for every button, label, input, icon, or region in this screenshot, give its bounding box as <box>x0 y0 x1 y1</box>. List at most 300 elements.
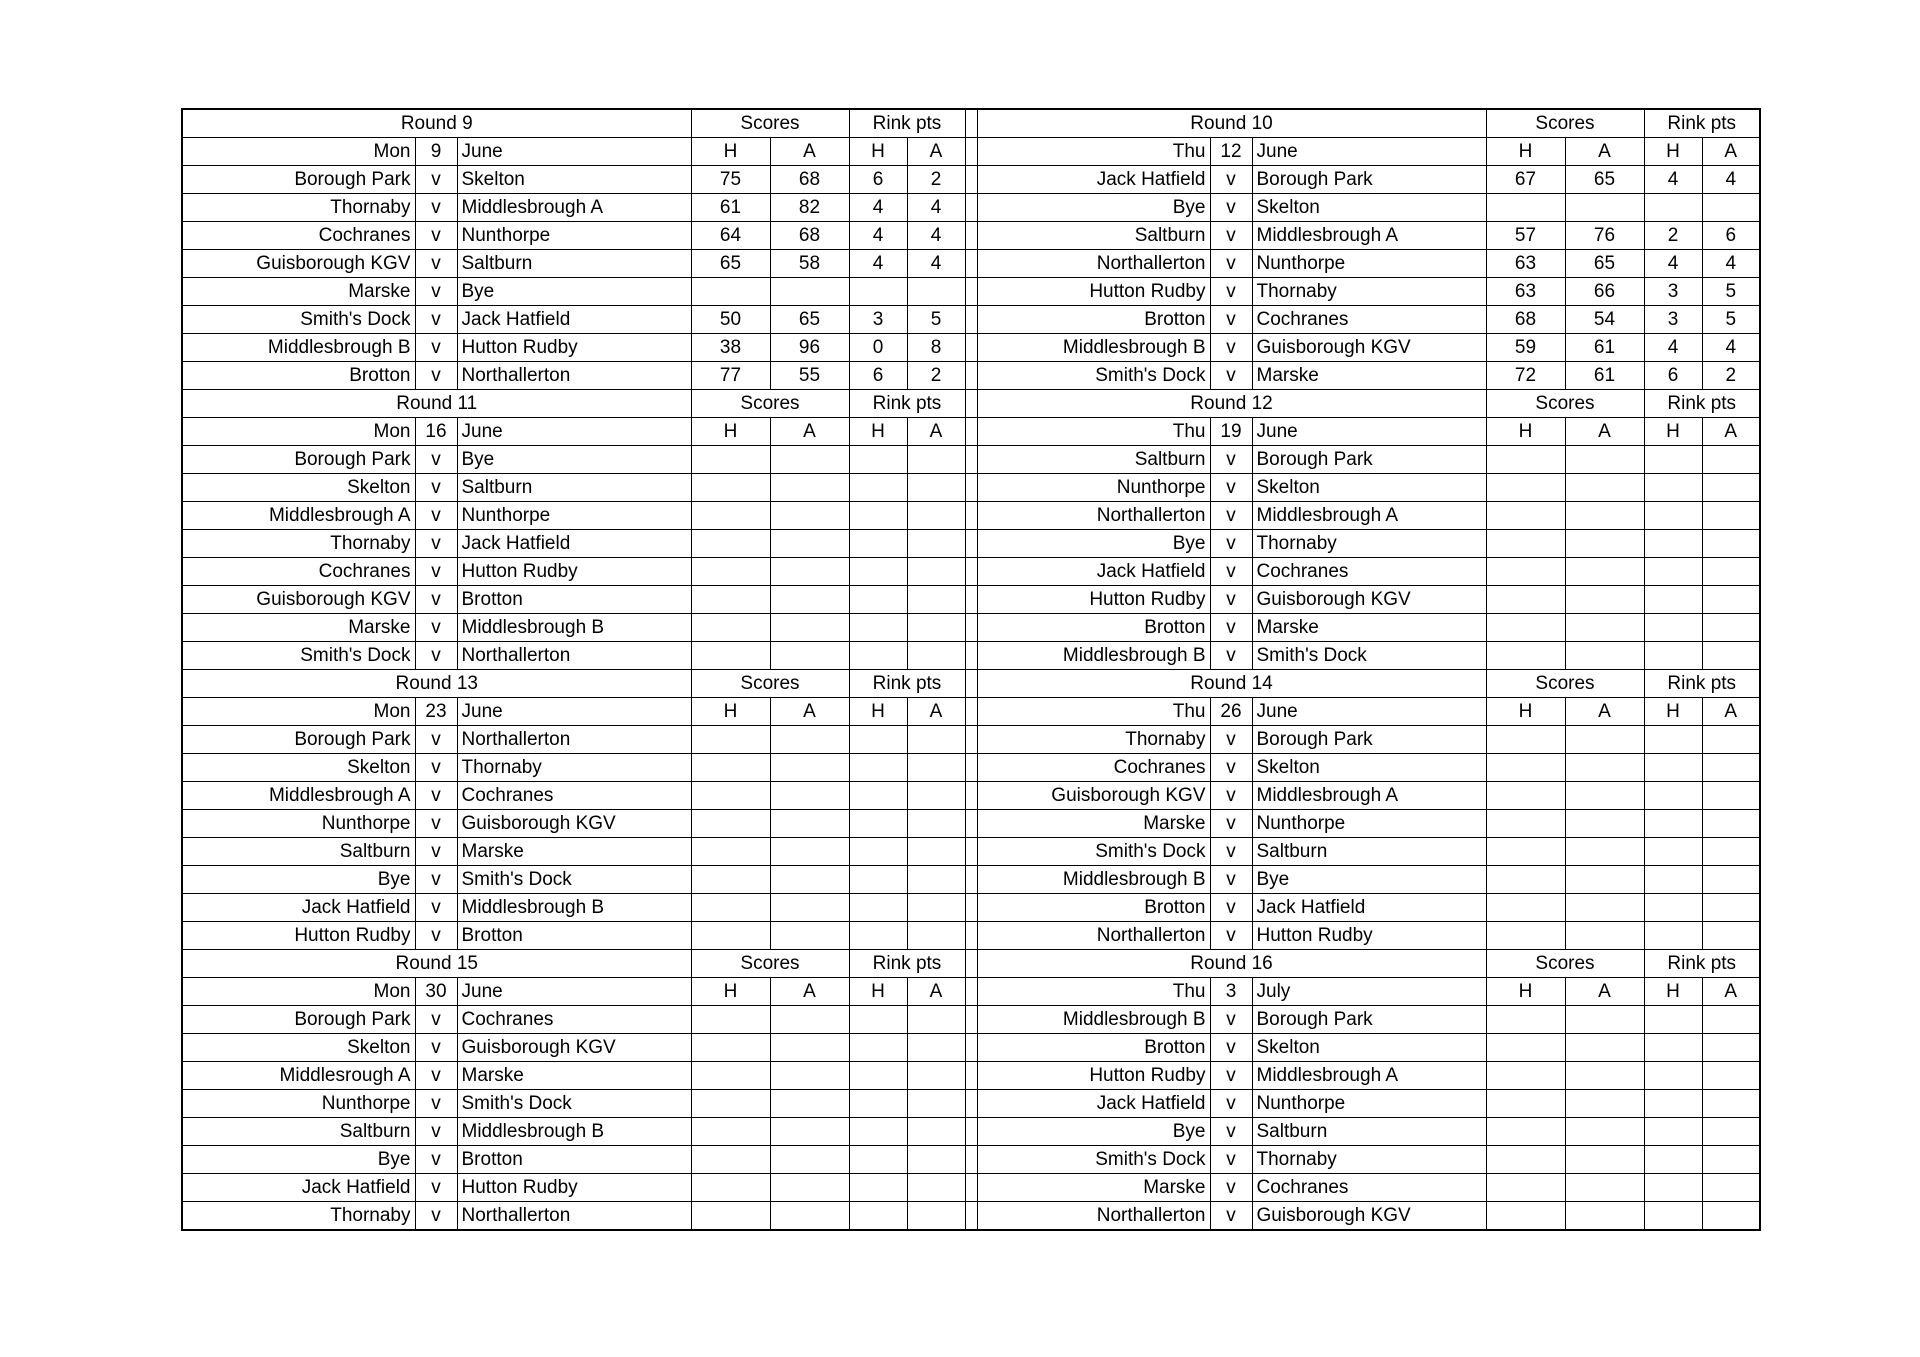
away-rink-pts <box>1702 782 1760 810</box>
home-score <box>691 614 770 642</box>
away-rink-pts: 4 <box>907 250 965 278</box>
away-team: Saltburn <box>457 474 691 502</box>
away-score: 65 <box>1565 166 1644 194</box>
home-score <box>1486 474 1565 502</box>
home-team: Skelton <box>182 474 415 502</box>
home-rink-pts <box>849 614 907 642</box>
table-row <box>182 278 1760 306</box>
away-score <box>770 642 849 670</box>
home-score <box>1486 1174 1565 1202</box>
away-team: Guisborough KGV <box>457 810 691 838</box>
home-team: Northallerton <box>977 1202 1210 1231</box>
home-score <box>1486 1006 1565 1034</box>
round-month: June <box>1252 698 1486 726</box>
away-rink-pts: 5 <box>907 306 965 334</box>
column-separator <box>965 586 977 614</box>
away-rink-pts <box>1702 1146 1760 1174</box>
home-score: 64 <box>691 222 770 250</box>
column-separator <box>965 894 977 922</box>
away-rink-pts <box>907 1118 965 1146</box>
scores-away-label: A <box>770 138 849 166</box>
away-score: 61 <box>1565 334 1644 362</box>
away-team: Saltburn <box>457 250 691 278</box>
rink-home-label: H <box>1644 418 1702 446</box>
table-row <box>182 530 1760 558</box>
versus-label: v <box>1210 530 1252 558</box>
table-row <box>182 614 1760 642</box>
home-rink-pts: 3 <box>849 306 907 334</box>
away-rink-pts <box>907 754 965 782</box>
rink-pts-header: Rink pts <box>1644 109 1760 138</box>
home-team: Smith's Dock <box>977 838 1210 866</box>
home-team: Cochranes <box>182 558 415 586</box>
home-rink-pts <box>849 446 907 474</box>
away-rink-pts <box>1702 474 1760 502</box>
home-score <box>691 530 770 558</box>
home-rink-pts <box>1644 726 1702 754</box>
away-team: Northallerton <box>457 362 691 390</box>
home-team: Nunthorpe <box>977 474 1210 502</box>
away-score <box>770 502 849 530</box>
versus-label: v <box>1210 278 1252 306</box>
away-team: Skelton <box>457 166 691 194</box>
home-team: Brotton <box>182 362 415 390</box>
away-score <box>1565 810 1644 838</box>
away-rink-pts <box>1702 194 1760 222</box>
home-score: 59 <box>1486 334 1565 362</box>
home-score: 77 <box>691 362 770 390</box>
home-team: Borough Park <box>182 726 415 754</box>
round-day: Mon <box>182 698 415 726</box>
versus-label: v <box>1210 614 1252 642</box>
away-score <box>1565 1174 1644 1202</box>
home-rink-pts: 0 <box>849 334 907 362</box>
away-team: Guisborough KGV <box>1252 1202 1486 1231</box>
versus-label: v <box>1210 1090 1252 1118</box>
home-team: Brotton <box>977 306 1210 334</box>
column-separator <box>965 614 977 642</box>
column-separator <box>965 530 977 558</box>
home-team: Cochranes <box>182 222 415 250</box>
home-rink-pts: 6 <box>849 362 907 390</box>
home-team: Thornaby <box>182 1202 415 1231</box>
round-header-row <box>182 670 1760 698</box>
column-separator <box>965 698 977 726</box>
round-month: June <box>457 698 691 726</box>
away-score <box>1565 838 1644 866</box>
table-row <box>182 726 1760 754</box>
rink-away-label: A <box>1702 698 1760 726</box>
away-rink-pts: 4 <box>907 222 965 250</box>
rink-home-label: H <box>849 978 907 1006</box>
versus-label: v <box>1210 810 1252 838</box>
away-score: 58 <box>770 250 849 278</box>
table-row <box>182 782 1760 810</box>
away-team: Hutton Rudby <box>1252 922 1486 950</box>
home-score <box>691 586 770 614</box>
away-rink-pts <box>907 922 965 950</box>
away-rink-pts <box>1702 1034 1760 1062</box>
home-team: Bye <box>977 530 1210 558</box>
rink-away-label: A <box>907 138 965 166</box>
home-rink-pts <box>849 810 907 838</box>
column-separator <box>965 810 977 838</box>
away-rink-pts <box>1702 530 1760 558</box>
home-rink-pts <box>1644 502 1702 530</box>
home-score <box>691 278 770 306</box>
away-score <box>770 530 849 558</box>
home-rink-pts <box>1644 866 1702 894</box>
versus-label: v <box>1210 1034 1252 1062</box>
rink-pts-header: Rink pts <box>1644 950 1760 978</box>
round-month: June <box>457 418 691 446</box>
home-score <box>691 1090 770 1118</box>
round-month: June <box>1252 138 1486 166</box>
rink-away-label: A <box>907 698 965 726</box>
home-team: Brotton <box>977 1034 1210 1062</box>
column-separator <box>965 1090 977 1118</box>
home-rink-pts <box>849 782 907 810</box>
away-team: Jack Hatfield <box>457 306 691 334</box>
versus-label: v <box>415 250 457 278</box>
away-score <box>1565 502 1644 530</box>
table-row <box>182 922 1760 950</box>
away-rink-pts <box>1702 614 1760 642</box>
home-team: Bye <box>182 866 415 894</box>
home-team: Cochranes <box>977 754 1210 782</box>
away-team: Guisborough KGV <box>457 1034 691 1062</box>
away-rink-pts <box>1702 726 1760 754</box>
round-header-row <box>182 109 1760 138</box>
home-team: Smith's Dock <box>977 362 1210 390</box>
column-separator <box>965 109 977 138</box>
away-rink-pts: 4 <box>1702 166 1760 194</box>
away-team: Bye <box>457 278 691 306</box>
round-date: 23 <box>415 698 457 726</box>
home-score <box>691 866 770 894</box>
home-score: 61 <box>691 194 770 222</box>
versus-label: v <box>415 222 457 250</box>
home-team: Middlesbrough A <box>182 502 415 530</box>
home-rink-pts <box>849 866 907 894</box>
home-score <box>1486 1034 1565 1062</box>
away-team: Middlesbrough B <box>457 1118 691 1146</box>
away-rink-pts <box>907 586 965 614</box>
home-score <box>1486 1090 1565 1118</box>
home-team: Bye <box>182 1146 415 1174</box>
home-rink-pts <box>1644 1202 1702 1231</box>
home-score <box>1486 866 1565 894</box>
scores-away-label: A <box>770 698 849 726</box>
table-row <box>182 1118 1760 1146</box>
away-score <box>1565 642 1644 670</box>
home-team: Borough Park <box>182 1006 415 1034</box>
rink-away-label: A <box>907 978 965 1006</box>
round-date: 26 <box>1210 698 1252 726</box>
away-rink-pts <box>907 558 965 586</box>
home-score <box>1486 726 1565 754</box>
column-separator <box>965 362 977 390</box>
home-rink-pts <box>849 1174 907 1202</box>
column-separator <box>965 138 977 166</box>
column-separator <box>965 250 977 278</box>
home-rink-pts <box>849 558 907 586</box>
versus-label: v <box>415 474 457 502</box>
versus-label: v <box>1210 838 1252 866</box>
away-score <box>770 474 849 502</box>
away-rink-pts <box>1702 1174 1760 1202</box>
away-score <box>770 1006 849 1034</box>
column-separator <box>965 306 977 334</box>
home-rink-pts <box>849 1146 907 1174</box>
column-separator <box>965 222 977 250</box>
versus-label: v <box>1210 194 1252 222</box>
fixtures-table <box>181 108 1761 1231</box>
versus-label: v <box>415 558 457 586</box>
home-team: Nunthorpe <box>182 1090 415 1118</box>
home-score <box>1486 754 1565 782</box>
round-header-row <box>182 390 1760 418</box>
away-team: Smith's Dock <box>457 866 691 894</box>
away-score <box>1565 530 1644 558</box>
home-score <box>1486 894 1565 922</box>
home-rink-pts <box>849 1034 907 1062</box>
home-score <box>1486 1202 1565 1231</box>
versus-label: v <box>415 614 457 642</box>
versus-label: v <box>1210 1006 1252 1034</box>
away-rink-pts <box>907 866 965 894</box>
home-score: 38 <box>691 334 770 362</box>
scores-header: Scores <box>1486 670 1644 698</box>
home-rink-pts <box>1644 1006 1702 1034</box>
home-team: Marske <box>977 1174 1210 1202</box>
versus-label: v <box>415 838 457 866</box>
home-rink-pts <box>1644 586 1702 614</box>
rink-pts-header: Rink pts <box>849 390 965 418</box>
table-row <box>182 474 1760 502</box>
round-date: 9 <box>415 138 457 166</box>
home-score <box>1486 194 1565 222</box>
home-team: Marske <box>977 810 1210 838</box>
away-score <box>1565 474 1644 502</box>
versus-label: v <box>415 278 457 306</box>
away-rink-pts <box>1702 1062 1760 1090</box>
versus-label: v <box>415 502 457 530</box>
table-row <box>182 502 1760 530</box>
home-rink-pts: 3 <box>1644 278 1702 306</box>
away-rink-pts <box>907 1146 965 1174</box>
table-row <box>182 194 1760 222</box>
home-team: Jack Hatfield <box>977 166 1210 194</box>
versus-label: v <box>415 194 457 222</box>
away-rink-pts <box>907 1006 965 1034</box>
home-score <box>691 446 770 474</box>
table-row <box>182 222 1760 250</box>
round-month: June <box>1252 418 1486 446</box>
home-score <box>691 810 770 838</box>
scores-away-label: A <box>1565 418 1644 446</box>
away-team: Cochranes <box>1252 306 1486 334</box>
home-team: Bye <box>977 194 1210 222</box>
home-rink-pts <box>1644 614 1702 642</box>
table-row <box>182 166 1760 194</box>
home-team: Saltburn <box>977 446 1210 474</box>
away-rink-pts <box>1702 1202 1760 1231</box>
table-row <box>182 810 1760 838</box>
home-rink-pts <box>1644 782 1702 810</box>
away-team: Borough Park <box>1252 726 1486 754</box>
home-team: Middlesrough A <box>182 1062 415 1090</box>
home-rink-pts <box>1644 894 1702 922</box>
column-separator <box>965 670 977 698</box>
home-rink-pts <box>849 1006 907 1034</box>
away-rink-pts <box>1702 586 1760 614</box>
rink-away-label: A <box>907 418 965 446</box>
table-row <box>182 362 1760 390</box>
away-score: 96 <box>770 334 849 362</box>
away-score <box>770 1062 849 1090</box>
away-team: Marske <box>457 1062 691 1090</box>
away-team: Guisborough KGV <box>1252 334 1486 362</box>
home-score: 67 <box>1486 166 1565 194</box>
away-score: 76 <box>1565 222 1644 250</box>
column-separator <box>965 502 977 530</box>
round-day: Thu <box>977 978 1210 1006</box>
versus-label: v <box>415 726 457 754</box>
away-score <box>770 558 849 586</box>
table-row <box>182 894 1760 922</box>
home-team: Marske <box>182 278 415 306</box>
away-score <box>1565 194 1644 222</box>
table-row <box>182 1034 1760 1062</box>
column-separator <box>965 334 977 362</box>
away-team: Middlesbrough A <box>1252 782 1486 810</box>
away-team: Marske <box>1252 614 1486 642</box>
away-score <box>770 1202 849 1231</box>
versus-label: v <box>1210 306 1252 334</box>
round-date: 16 <box>415 418 457 446</box>
home-rink-pts <box>1644 754 1702 782</box>
rink-pts-header: Rink pts <box>849 109 965 138</box>
home-score <box>691 1006 770 1034</box>
home-rink-pts <box>849 278 907 306</box>
home-score <box>691 782 770 810</box>
round-date-row <box>182 138 1760 166</box>
home-team: Jack Hatfield <box>977 558 1210 586</box>
away-score <box>770 782 849 810</box>
away-team: Skelton <box>1252 1034 1486 1062</box>
round-title: Round 16 <box>977 950 1486 978</box>
scores-away-label: A <box>770 418 849 446</box>
versus-label: v <box>415 1090 457 1118</box>
scores-home-label: H <box>1486 138 1565 166</box>
away-team: Marske <box>457 838 691 866</box>
rink-away-label: A <box>1702 978 1760 1006</box>
away-team: Smith's Dock <box>1252 642 1486 670</box>
column-separator <box>965 726 977 754</box>
round-date-row <box>182 418 1760 446</box>
versus-label: v <box>415 334 457 362</box>
away-team: Nunthorpe <box>1252 810 1486 838</box>
away-score <box>1565 1146 1644 1174</box>
round-day: Mon <box>182 138 415 166</box>
away-score <box>770 278 849 306</box>
home-team: Middlesbrough B <box>182 334 415 362</box>
round-month: July <box>1252 978 1486 1006</box>
versus-label: v <box>415 922 457 950</box>
away-score <box>1565 1062 1644 1090</box>
home-rink-pts <box>1644 838 1702 866</box>
home-team: Smith's Dock <box>182 642 415 670</box>
away-team: Thornaby <box>457 754 691 782</box>
home-team: Hutton Rudby <box>182 922 415 950</box>
away-score <box>770 838 849 866</box>
away-team: Middlesbrough A <box>457 194 691 222</box>
home-team: Middlesbrough B <box>977 334 1210 362</box>
away-rink-pts: 2 <box>907 362 965 390</box>
away-score <box>1565 1006 1644 1034</box>
away-team: Northallerton <box>457 642 691 670</box>
away-rink-pts <box>907 474 965 502</box>
scores-home-label: H <box>1486 698 1565 726</box>
away-rink-pts <box>907 614 965 642</box>
versus-label: v <box>415 810 457 838</box>
home-rink-pts <box>849 502 907 530</box>
column-separator <box>965 278 977 306</box>
round-date-row <box>182 698 1760 726</box>
home-rink-pts <box>1644 1090 1702 1118</box>
home-team: Northallerton <box>977 502 1210 530</box>
table-row <box>182 446 1760 474</box>
home-rink-pts <box>849 530 907 558</box>
versus-label: v <box>1210 1202 1252 1231</box>
round-month: June <box>457 138 691 166</box>
away-score <box>1565 866 1644 894</box>
column-separator <box>965 418 977 446</box>
away-rink-pts <box>1702 754 1760 782</box>
home-rink-pts: 4 <box>1644 334 1702 362</box>
versus-label: v <box>415 1174 457 1202</box>
away-rink-pts: 5 <box>1702 278 1760 306</box>
home-rink-pts: 4 <box>849 194 907 222</box>
away-score <box>1565 726 1644 754</box>
scores-home-label: H <box>691 978 770 1006</box>
home-score: 75 <box>691 166 770 194</box>
table-row <box>182 1006 1760 1034</box>
rink-pts-header: Rink pts <box>849 950 965 978</box>
round-day: Mon <box>182 978 415 1006</box>
home-rink-pts <box>1644 446 1702 474</box>
rink-pts-header: Rink pts <box>1644 670 1760 698</box>
versus-label: v <box>1210 754 1252 782</box>
home-rink-pts <box>849 1118 907 1146</box>
away-rink-pts: 6 <box>1702 222 1760 250</box>
home-score <box>1486 1118 1565 1146</box>
away-score <box>1565 614 1644 642</box>
table-row <box>182 586 1760 614</box>
home-team: Jack Hatfield <box>182 894 415 922</box>
home-rink-pts: 4 <box>849 250 907 278</box>
away-score <box>770 726 849 754</box>
away-score <box>770 614 849 642</box>
versus-label: v <box>1210 222 1252 250</box>
away-rink-pts <box>1702 558 1760 586</box>
versus-label: v <box>1210 474 1252 502</box>
away-score <box>770 586 849 614</box>
away-team: Jack Hatfield <box>457 530 691 558</box>
column-separator <box>965 1146 977 1174</box>
away-score <box>1565 586 1644 614</box>
